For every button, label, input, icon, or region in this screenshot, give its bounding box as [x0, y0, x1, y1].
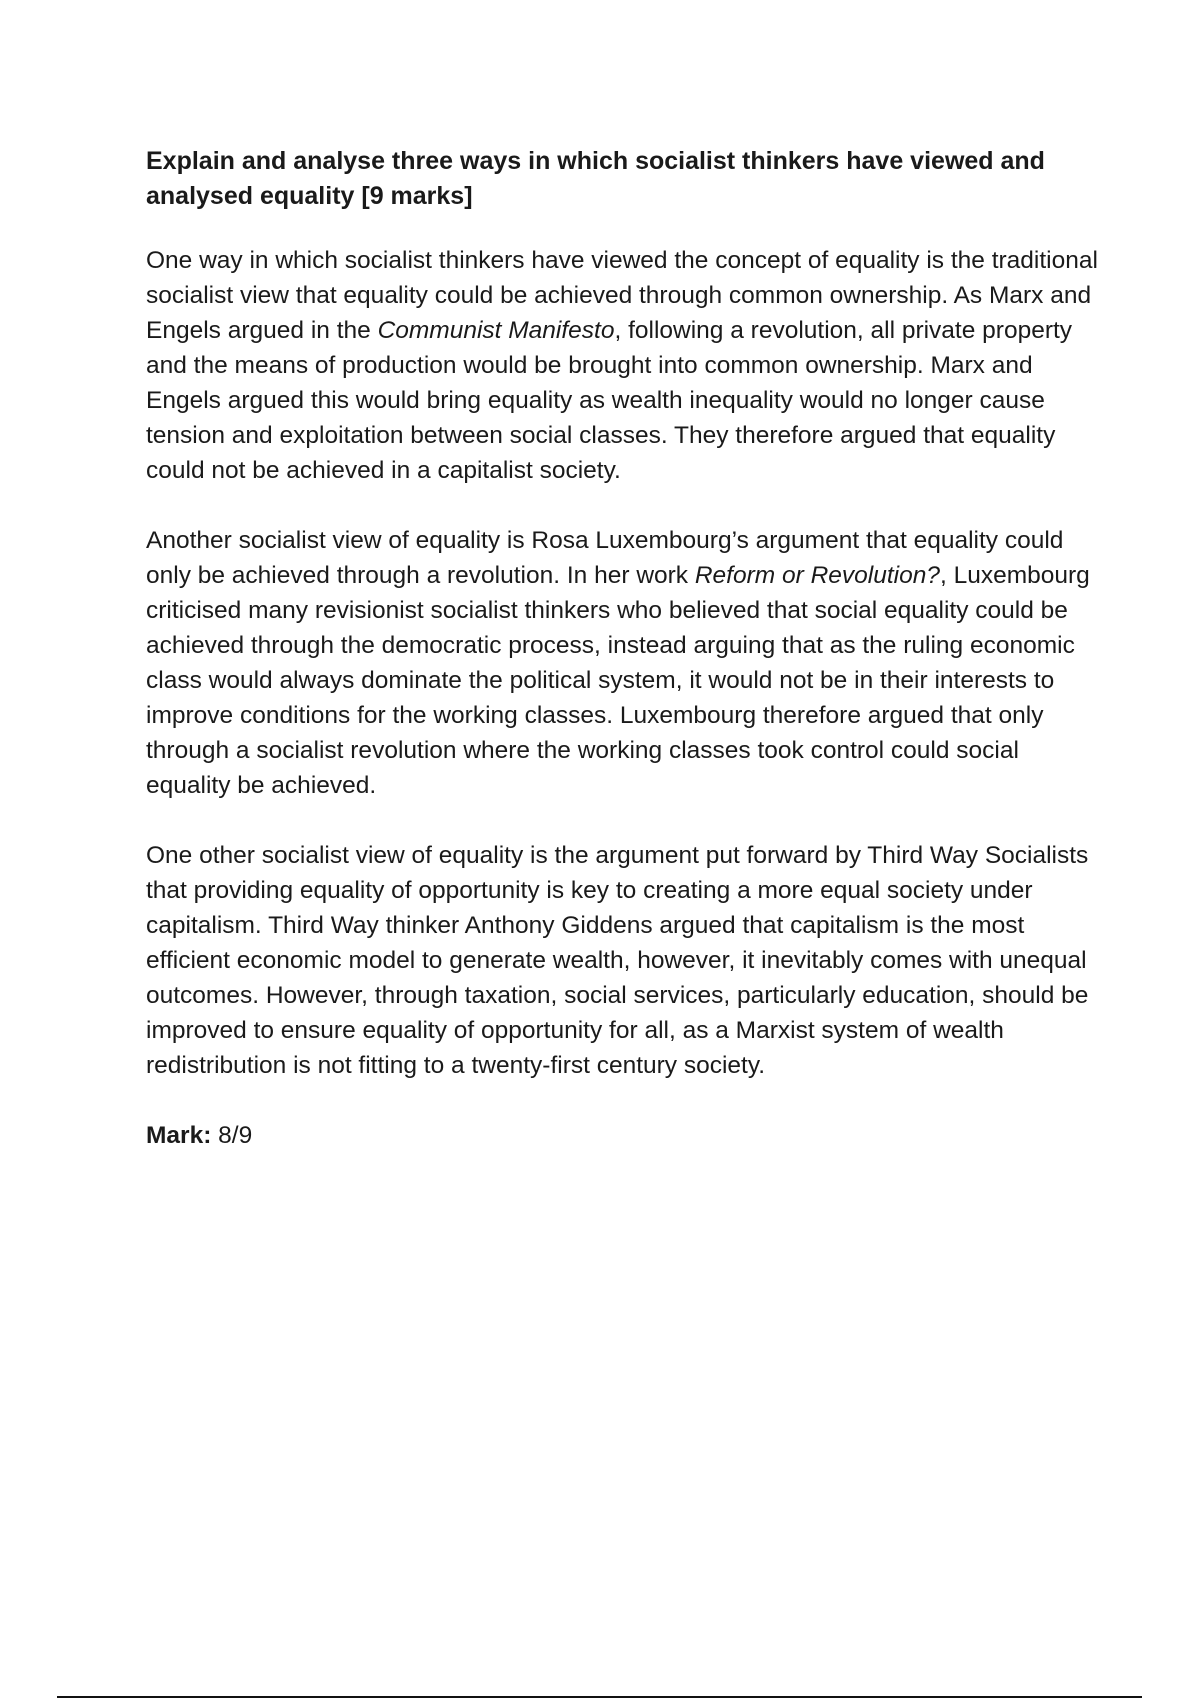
- mark-line: [146, 1118, 1106, 1153]
- paragraph-2-work-title: Reform or Revolution?: [694, 562, 940, 589]
- paragraph-2-text-start: Another socialist view of equality is Rosa Luxembourg’s argument that equality could only be achieved through a revolution. In her work: [146, 527, 1064, 589]
- mark-value: 8/9: [218, 1122, 253, 1149]
- paragraph-2: [146, 523, 1106, 803]
- document-page: [146, 144, 1106, 1153]
- footer-divider: [57, 1696, 1142, 1698]
- paragraph-1-work-title: Communist Manifesto: [377, 317, 615, 344]
- paragraph-1-text-end: , following a revolution, all private property and the means of production would be brought into common ownership. Marx and Engels argued this would bring equality as wealth inequality would no longer cause tension and exploitation between social classes. They therefore argued that equality could not be achieved in a capitalist society.: [146, 317, 1073, 484]
- mark-label: Mark:: [146, 1122, 212, 1149]
- paragraph-1: [146, 243, 1106, 488]
- paragraph-1-text-start: One way in which socialist thinkers have viewed the concept of equality is the traditional socialist view that equality could be achieved through common ownership. As Marx and Engels argued in the: [146, 247, 1098, 344]
- paragraph-3: One other socialist view of equality is the argument put forward by Third Way Socialists that providing equality of opportunity is key to creating a more equal society under capitalism. Third Way thinker Anthony Giddens argued that capitalism is the most efficient economic model to generate wealth, however, it inevitably comes with unequal outcomes. However, through taxation, social services, particularly education, should be improved to ensure equality of opportunity for all, as a Marxist system of wealth redistribution is not fitting to a twenty-first century society.: [146, 842, 1089, 1079]
- question-heading: Explain and analyse three ways in which socialist thinkers have viewed and analysed equality [9 marks]: [146, 147, 1045, 210]
- paragraph-2-text-end: , Luxembourg criticised many revisionist socialist thinkers who believed that social equality could be achieved through the democratic process, instead arguing that as the ruling economic class would always dominate the political system, it would not be in their interests to improve conditions for the working classes. Luxembourg therefore argued that only through a socialist revolution where the working classes took control could social equality be achieved.: [146, 562, 1090, 799]
